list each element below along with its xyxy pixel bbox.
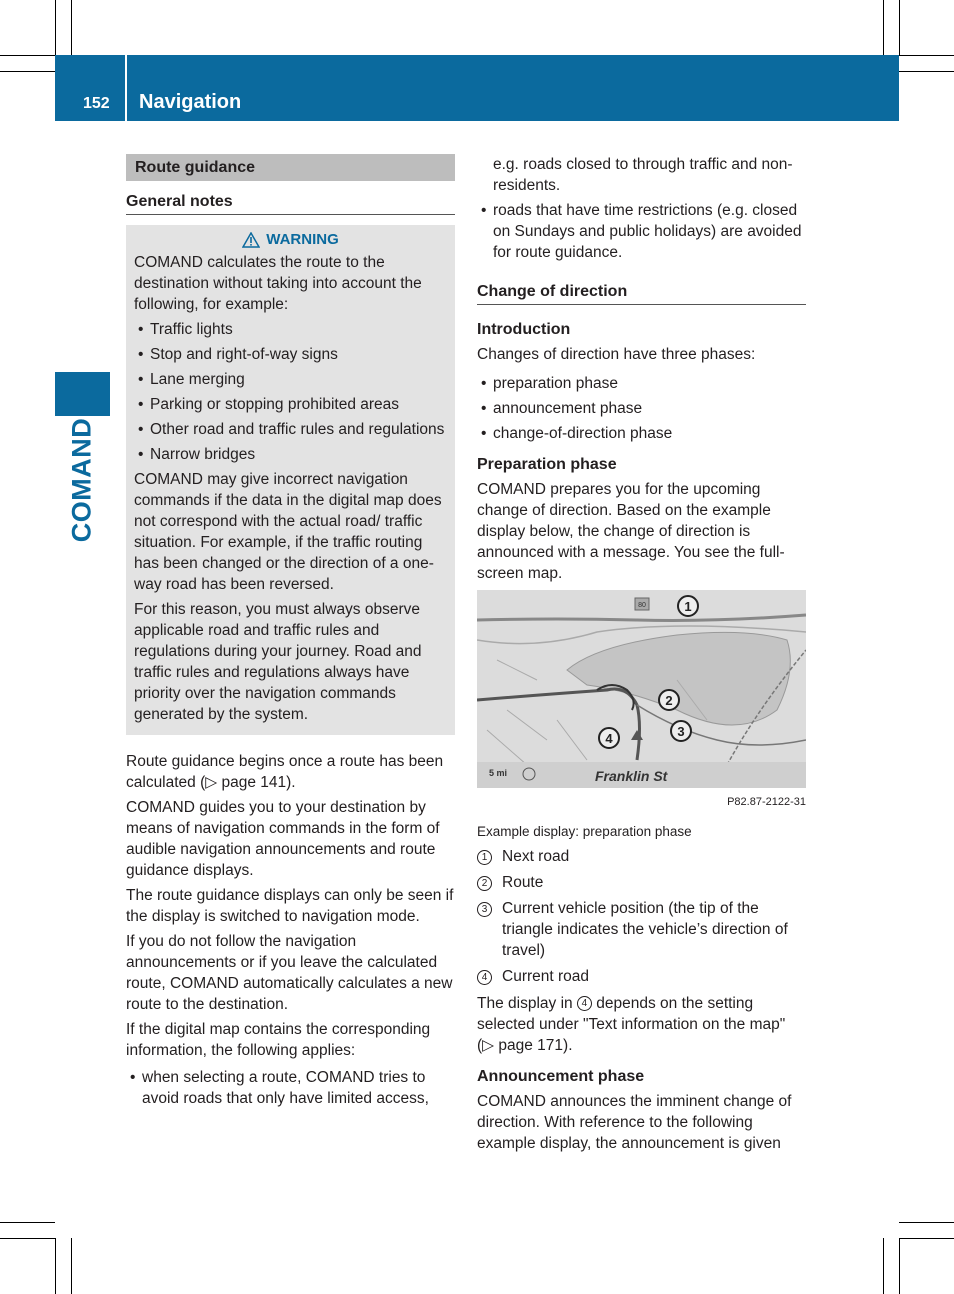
list-item: • Lane merging: [134, 369, 447, 390]
list-item: • Other road and traffic rules and regulations: [134, 419, 447, 440]
legend-item: [477, 846, 806, 867]
warning-triangle-icon: [242, 232, 260, 248]
list-item: • Traffic lights: [134, 319, 447, 340]
image-id: P82.87-2122-31: [727, 796, 806, 808]
list-item: • Parking or stopping prohibited areas: [134, 394, 447, 415]
section-heading: Route guidance: [126, 154, 455, 181]
crop-mark: [899, 55, 954, 56]
heading-preparation: Preparation phase: [477, 456, 617, 473]
figure-caption: Example display: preparation phase: [477, 824, 692, 839]
legend-text: Next road: [502, 848, 570, 865]
right-column: [477, 154, 806, 1158]
display-text-b: depends on the setting selected under "Text information on the map" (▷ page 171).: [477, 995, 786, 1054]
list-item: • preparation phase: [477, 373, 806, 394]
section-title: Navigation: [139, 91, 242, 113]
list-item: • change-of-direction phase: [477, 423, 806, 444]
phase-list: [477, 373, 806, 444]
map-marker-4: 4: [605, 731, 613, 746]
crop-mark: [899, 0, 900, 55]
continued-text: e.g. roads closed to through traffic and non-residents.: [493, 156, 793, 194]
crop-mark: [899, 1238, 900, 1294]
bullet-list: [126, 1067, 455, 1109]
body-paragraph: COMAND prepares you for the upcoming change of direction. Based on the example display below, the change of direction is announced with a message. You see the full-screen map.: [477, 481, 785, 582]
warning-list: [134, 319, 447, 465]
warning-label: WARNING: [266, 231, 339, 248]
warning-title: [134, 229, 447, 250]
legend-item: [477, 966, 806, 987]
crop-mark: [0, 1238, 55, 1239]
list-item: • when selecting a route, COMAND tries to avoid roads that only have limited access,: [126, 1067, 455, 1109]
side-tab-label: COMAND: [66, 417, 97, 543]
display-text-a: The display in: [477, 995, 573, 1012]
body-paragraph: The route guidance displays can only be seen if the display is switched to navigation mode.: [126, 887, 454, 925]
map-marker-2: 2: [665, 693, 673, 708]
crop-mark: [0, 1222, 55, 1223]
body-paragraph: COMAND guides you to your destination by means of navigation commands in the form of audible navigation announcements and route guidance displays.: [126, 799, 440, 879]
crop-mark: [55, 1238, 56, 1294]
crop-mark: [899, 1238, 954, 1239]
side-tab: [55, 372, 110, 416]
body-paragraph: If you do not follow the navigation announcements or if you leave the calculated route, COMAND automatically calculates a new route to the destination.: [126, 933, 453, 1013]
legend-number: 4: [477, 970, 492, 985]
map-display: [477, 590, 806, 788]
crop-mark: [899, 71, 954, 72]
warning-box: [126, 225, 455, 735]
legend-number: 3: [477, 902, 492, 917]
crop-mark: [71, 0, 72, 55]
crop-mark: [0, 71, 55, 72]
crop-mark: [883, 0, 884, 55]
warning-intro: COMAND calculates the route to the destination without taking into account the following, for example:: [134, 254, 422, 313]
display-number: 4: [577, 996, 592, 1011]
legend-number: 2: [477, 876, 492, 891]
crop-mark: [899, 1222, 954, 1223]
legend-item: [477, 898, 806, 961]
list-item: • roads that have time restrictions (e.g. closed on Sundays and public holidays) are avoided for route guidance.: [477, 200, 806, 263]
left-column: [126, 154, 455, 1113]
heading-announcement: Announcement phase: [477, 1068, 645, 1085]
crop-mark: [0, 55, 55, 56]
body-paragraph: Route guidance begins once a route has been calculated (▷ page 141).: [126, 753, 444, 791]
body-paragraph: [477, 993, 806, 1056]
legend-text: Current vehicle position (the tip of the triangle indicates the vehicle’s direction of travel): [502, 900, 788, 959]
map-marker-1: 1: [684, 599, 692, 614]
list-item: • Narrow bridges: [134, 444, 447, 465]
legend-text: Route: [502, 874, 544, 891]
map-marker-3: 3: [677, 724, 685, 739]
map-graphic: [477, 590, 806, 788]
page-number: 152: [83, 95, 110, 112]
body-paragraph: Changes of direction have three phases:: [477, 346, 756, 363]
crop-mark: [883, 1238, 884, 1294]
subsection-heading: Change of direction: [477, 281, 806, 305]
bullet-list: [477, 200, 806, 263]
header-bar: [55, 55, 899, 121]
crop-mark: [71, 1238, 72, 1294]
list-item: • announcement phase: [477, 398, 806, 419]
header-divider: [125, 55, 127, 121]
heading-introduction: Introduction: [477, 321, 571, 338]
warning-paragraph: For this reason, you must always observe applicable road and traffic rules and regulations during your journey. Road and traffic rules and regulations always have priority over the navigation commands generated by the system.: [134, 601, 422, 723]
subsection-heading: General notes: [126, 191, 455, 215]
legend-text: Current road: [502, 968, 590, 985]
map-street-name: Franklin St: [595, 768, 668, 784]
body-paragraph: COMAND announces the imminent change of direction. With reference to the following example display, the announcement is given: [477, 1093, 792, 1152]
road-shield-label: 80: [638, 602, 646, 609]
warning-paragraph: COMAND may give incorrect navigation commands if the data in the digital map does not correspond with the actual road/ traffic situation. For example, if the traffic routing has been changed or the direction of a one-way road has been reversed.: [134, 471, 442, 593]
body-paragraph: If the digital map contains the corresponding information, the following applies:: [126, 1021, 431, 1059]
legend-item: [477, 872, 806, 893]
legend-number: 1: [477, 850, 492, 865]
crop-mark: [55, 0, 56, 55]
list-item: • Stop and right-of-way signs: [134, 344, 447, 365]
map-scale: 5 mi: [489, 768, 508, 778]
